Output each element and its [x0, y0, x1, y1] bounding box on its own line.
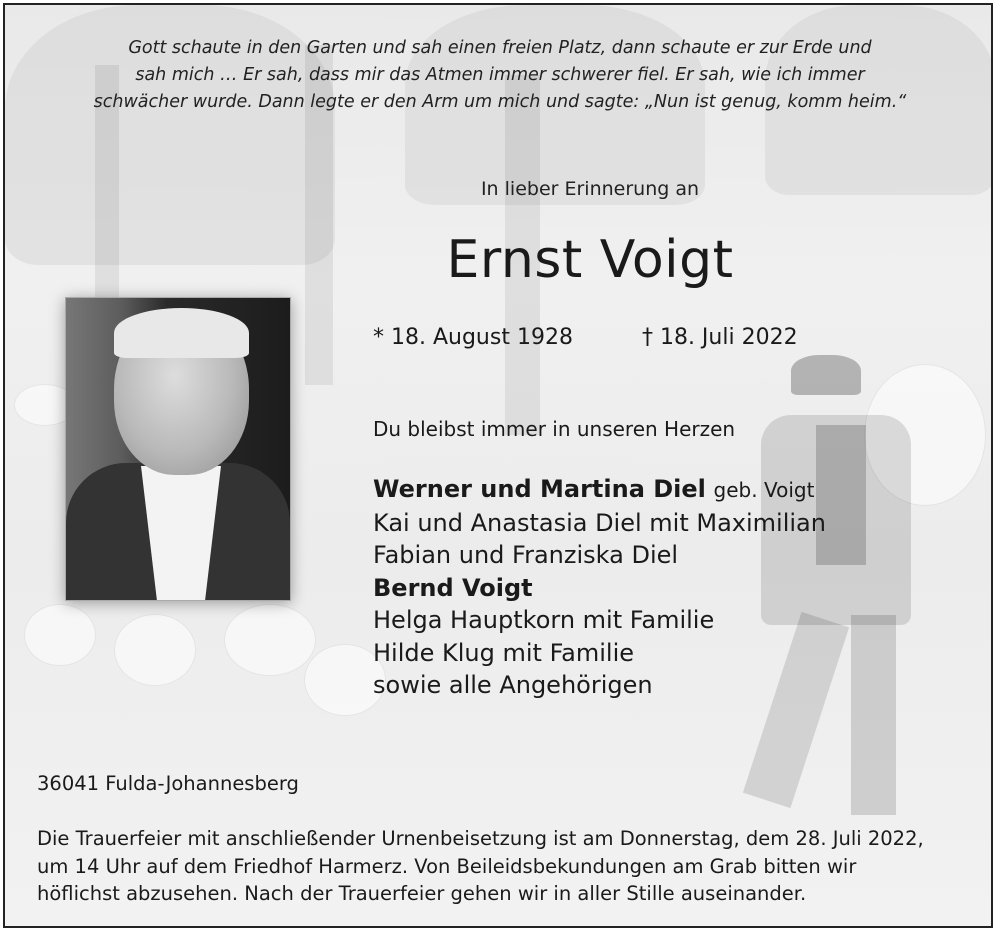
birth-date: * 18. August 1928	[373, 325, 573, 350]
death-date: † 18. Juli 2022	[641, 325, 798, 350]
notice-line: höflichst abzusehen. Nach der Trauerfeier gehen wir in aller Stille auseinander.	[37, 882, 807, 905]
motto-text: Du bleibst immer in unseren Herzen	[373, 417, 736, 441]
mourner-line: Kai und Anastasia Diel mit Maximilian	[373, 508, 826, 537]
mourner-suffix: geb. Voigt	[713, 478, 815, 502]
funeral-notice	[37, 825, 974, 908]
intro-text: In lieber Erinnerung an	[480, 178, 700, 200]
shepherd-hat	[791, 355, 861, 395]
sheep	[25, 605, 95, 665]
mourners-list	[373, 473, 826, 702]
poem-quote	[35, 35, 965, 116]
mourner-line: sowie alle Angehörigen	[373, 671, 653, 699]
sheep	[225, 605, 315, 675]
mourner-name: Werner und Martina Diel	[373, 475, 706, 503]
notice-line: Die Trauerfeier mit anschließender Urnenbeisetzung ist am Donnerstag, dem 28. Juli 2022,	[37, 827, 924, 850]
mourner-line: Bernd Voigt	[373, 573, 533, 602]
portrait-photo	[65, 297, 291, 601]
quote-line: sah mich … Er sah, dass mir das Atmen immer schwerer fiel. Er sah, wie ich immer	[135, 65, 865, 85]
mourner-line: Fabian und Franziska Diel	[373, 541, 679, 569]
sheep	[115, 615, 195, 685]
place-text: 36041 Fulda-Johannesberg	[37, 772, 299, 795]
mourner-line: Hilde Klug mit Familie	[373, 638, 635, 667]
deceased-name: Ernst Voigt	[446, 230, 734, 290]
photo-hair	[114, 308, 249, 358]
obituary-card	[3, 3, 993, 928]
mourner-line: Helga Hauptkorn mit Familie	[373, 606, 715, 634]
quote-line: schwächer wurde. Dann legte er den Arm um mich und sagte: „Nun ist genug, komm heim.“	[93, 92, 907, 112]
quote-line: Gott schaute in den Garten und sah einen freien Platz, dann schaute er zur Erde und	[128, 38, 872, 58]
life-dates	[373, 325, 798, 350]
shepherd-leg	[851, 615, 896, 815]
mourner-line	[373, 473, 826, 507]
notice-line: um 14 Uhr auf dem Friedhof Harmerz. Von Beileidsbekundungen am Grab bitten wir	[37, 854, 857, 878]
